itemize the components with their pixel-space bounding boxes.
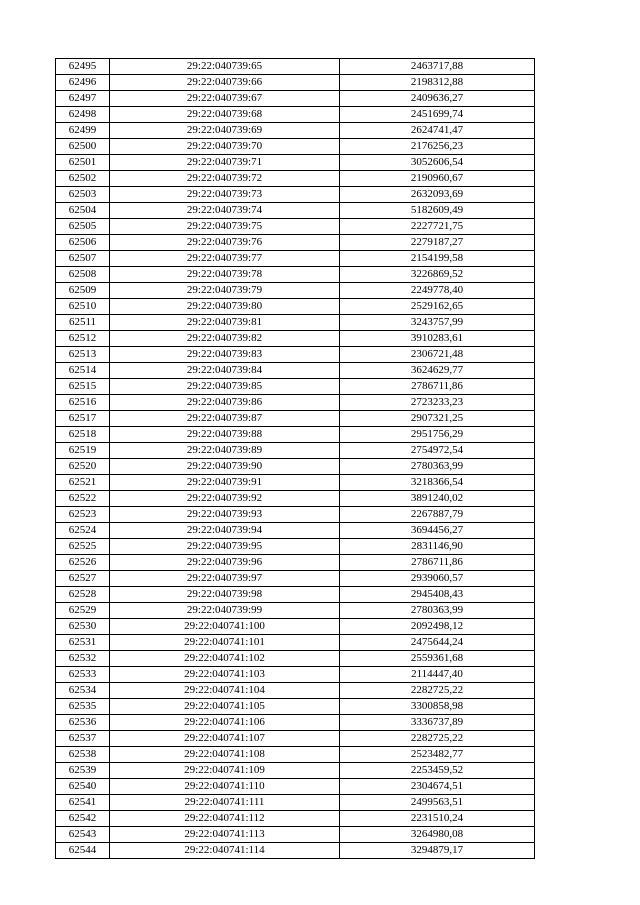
row-number-cell: 62512 (56, 331, 110, 347)
cadastral-number-cell: 29:22:040739:81 (110, 315, 340, 331)
table-row (56, 91, 535, 107)
cadastral-number-cell: 29:22:040739:70 (110, 139, 340, 155)
cadastral-number-cell: 29:22:040739:79 (110, 283, 340, 299)
value-cell: 2253459,52 (340, 763, 535, 779)
table-body (56, 59, 535, 859)
value-cell: 3891240,02 (340, 491, 535, 507)
row-number-cell: 62532 (56, 651, 110, 667)
cadastral-number-cell: 29:22:040741:107 (110, 731, 340, 747)
row-number-cell: 62544 (56, 843, 110, 859)
table-row (56, 411, 535, 427)
value-cell: 5182609,49 (340, 203, 535, 219)
value-cell: 3694456,27 (340, 523, 535, 539)
cadastral-number-cell: 29:22:040739:75 (110, 219, 340, 235)
cadastral-number-cell: 29:22:040739:67 (110, 91, 340, 107)
value-cell: 3052606,54 (340, 155, 535, 171)
row-number-cell: 62520 (56, 459, 110, 475)
row-number-cell: 62542 (56, 811, 110, 827)
value-cell: 2723233,23 (340, 395, 535, 411)
value-cell: 2831146,90 (340, 539, 535, 555)
cadastral-number-cell: 29:22:040741:100 (110, 619, 340, 635)
cadastral-number-cell: 29:22:040739:93 (110, 507, 340, 523)
table-row (56, 459, 535, 475)
table-row (56, 347, 535, 363)
value-cell: 2249778,40 (340, 283, 535, 299)
table-row (56, 251, 535, 267)
row-number-cell: 62496 (56, 75, 110, 91)
row-number-cell: 62498 (56, 107, 110, 123)
row-number-cell: 62502 (56, 171, 110, 187)
table-row (56, 59, 535, 75)
row-number-cell: 62533 (56, 667, 110, 683)
row-number-cell: 62495 (56, 59, 110, 75)
row-number-cell: 62497 (56, 91, 110, 107)
value-cell: 2092498,12 (340, 619, 535, 635)
table-row (56, 779, 535, 795)
table-row (56, 219, 535, 235)
value-cell: 3300858,98 (340, 699, 535, 715)
table-row (56, 267, 535, 283)
value-cell: 2559361,68 (340, 651, 535, 667)
table-row (56, 299, 535, 315)
row-number-cell: 62524 (56, 523, 110, 539)
value-cell: 2176256,23 (340, 139, 535, 155)
cadastral-number-cell: 29:22:040739:66 (110, 75, 340, 91)
value-cell: 3624629,77 (340, 363, 535, 379)
value-cell: 2198312,88 (340, 75, 535, 91)
row-number-cell: 62531 (56, 635, 110, 651)
cadastral-number-cell: 29:22:040739:98 (110, 587, 340, 603)
table-row (56, 619, 535, 635)
value-cell: 3218366,54 (340, 475, 535, 491)
table-row (56, 203, 535, 219)
value-cell: 2190960,67 (340, 171, 535, 187)
table-row (56, 731, 535, 747)
cadastral-number-cell: 29:22:040739:69 (110, 123, 340, 139)
cadastral-number-cell: 29:22:040739:97 (110, 571, 340, 587)
value-cell: 2523482,77 (340, 747, 535, 763)
cadastral-number-cell: 29:22:040739:74 (110, 203, 340, 219)
value-cell: 3226869,52 (340, 267, 535, 283)
cadastral-number-cell: 29:22:040741:106 (110, 715, 340, 731)
cadastral-number-cell: 29:22:040741:102 (110, 651, 340, 667)
value-cell: 3336737,89 (340, 715, 535, 731)
table-row (56, 699, 535, 715)
table-row (56, 427, 535, 443)
row-number-cell: 62536 (56, 715, 110, 731)
cadastral-number-cell: 29:22:040739:92 (110, 491, 340, 507)
row-number-cell: 62513 (56, 347, 110, 363)
row-number-cell: 62540 (56, 779, 110, 795)
table-row (56, 651, 535, 667)
row-number-cell: 62527 (56, 571, 110, 587)
value-cell: 2279187,27 (340, 235, 535, 251)
cadastral-number-cell: 29:22:040741:113 (110, 827, 340, 843)
cadastral-number-cell: 29:22:040739:83 (110, 347, 340, 363)
table-row (56, 75, 535, 91)
table-row (56, 139, 535, 155)
table-row (56, 363, 535, 379)
value-cell: 2780363,99 (340, 459, 535, 475)
table-row (56, 379, 535, 395)
cadastral-number-cell: 29:22:040739:80 (110, 299, 340, 315)
row-number-cell: 62499 (56, 123, 110, 139)
value-cell: 2951756,29 (340, 427, 535, 443)
value-cell: 2632093,69 (340, 187, 535, 203)
row-number-cell: 62501 (56, 155, 110, 171)
table-row (56, 443, 535, 459)
table-row (56, 827, 535, 843)
table-row (56, 283, 535, 299)
cadastral-number-cell: 29:22:040739:90 (110, 459, 340, 475)
value-cell: 2282725,22 (340, 683, 535, 699)
table-row (56, 683, 535, 699)
row-number-cell: 62505 (56, 219, 110, 235)
value-cell: 3910283,61 (340, 331, 535, 347)
cadastral-number-cell: 29:22:040741:108 (110, 747, 340, 763)
value-cell: 2475644,24 (340, 635, 535, 651)
row-number-cell: 62526 (56, 555, 110, 571)
row-number-cell: 62514 (56, 363, 110, 379)
value-cell: 3264980,08 (340, 827, 535, 843)
row-number-cell: 62539 (56, 763, 110, 779)
row-number-cell: 62543 (56, 827, 110, 843)
table-row (56, 635, 535, 651)
row-number-cell: 62521 (56, 475, 110, 491)
row-number-cell: 62528 (56, 587, 110, 603)
table-row (56, 763, 535, 779)
cadastral-number-cell: 29:22:040739:84 (110, 363, 340, 379)
row-number-cell: 62506 (56, 235, 110, 251)
table-row (56, 843, 535, 859)
row-number-cell: 62511 (56, 315, 110, 331)
cadastral-number-cell: 29:22:040741:112 (110, 811, 340, 827)
value-cell: 2451699,74 (340, 107, 535, 123)
cadastral-number-cell: 29:22:040739:71 (110, 155, 340, 171)
row-number-cell: 62541 (56, 795, 110, 811)
table-row (56, 171, 535, 187)
value-cell: 2945408,43 (340, 587, 535, 603)
row-number-cell: 62516 (56, 395, 110, 411)
table-row (56, 555, 535, 571)
table-row (56, 571, 535, 587)
cadastral-number-cell: 29:22:040739:82 (110, 331, 340, 347)
value-cell: 2227721,75 (340, 219, 535, 235)
value-cell: 2499563,51 (340, 795, 535, 811)
row-number-cell: 62519 (56, 443, 110, 459)
value-cell: 2409636,27 (340, 91, 535, 107)
cadastral-number-cell: 29:22:040741:111 (110, 795, 340, 811)
row-number-cell: 62515 (56, 379, 110, 395)
table-row (56, 811, 535, 827)
cadastral-number-cell: 29:22:040739:77 (110, 251, 340, 267)
table-row (56, 475, 535, 491)
row-number-cell: 62518 (56, 427, 110, 443)
cadastral-number-cell: 29:22:040741:105 (110, 699, 340, 715)
cadastral-value-table (55, 58, 535, 859)
cadastral-number-cell: 29:22:040739:68 (110, 107, 340, 123)
row-number-cell: 62507 (56, 251, 110, 267)
table-row (56, 395, 535, 411)
cadastral-number-cell: 29:22:040739:76 (110, 235, 340, 251)
row-number-cell: 62525 (56, 539, 110, 555)
cadastral-number-cell: 29:22:040741:110 (110, 779, 340, 795)
row-number-cell: 62535 (56, 699, 110, 715)
value-cell: 2231510,24 (340, 811, 535, 827)
row-number-cell: 62503 (56, 187, 110, 203)
row-number-cell: 62510 (56, 299, 110, 315)
cadastral-number-cell: 29:22:040739:72 (110, 171, 340, 187)
value-cell: 2114447,40 (340, 667, 535, 683)
cadastral-number-cell: 29:22:040739:99 (110, 603, 340, 619)
cadastral-number-cell: 29:22:040739:87 (110, 411, 340, 427)
table-row (56, 491, 535, 507)
value-cell: 2907321,25 (340, 411, 535, 427)
value-cell: 2267887,79 (340, 507, 535, 523)
value-cell: 2306721,48 (340, 347, 535, 363)
value-cell: 3243757,99 (340, 315, 535, 331)
value-cell: 2304674,51 (340, 779, 535, 795)
cadastral-number-cell: 29:22:040739:85 (110, 379, 340, 395)
table-row (56, 187, 535, 203)
table-row (56, 155, 535, 171)
table-row (56, 715, 535, 731)
value-cell: 2754972,54 (340, 443, 535, 459)
value-cell: 2282725,22 (340, 731, 535, 747)
row-number-cell: 62522 (56, 491, 110, 507)
value-cell: 2786711,86 (340, 555, 535, 571)
table-row (56, 667, 535, 683)
cadastral-number-cell: 29:22:040741:101 (110, 635, 340, 651)
table-row (56, 235, 535, 251)
value-cell: 2463717,88 (340, 59, 535, 75)
row-number-cell: 62509 (56, 283, 110, 299)
row-number-cell: 62517 (56, 411, 110, 427)
value-cell: 2780363,99 (340, 603, 535, 619)
row-number-cell: 62537 (56, 731, 110, 747)
cadastral-number-cell: 29:22:040739:89 (110, 443, 340, 459)
value-cell: 2939060,57 (340, 571, 535, 587)
cadastral-number-cell: 29:22:040739:78 (110, 267, 340, 283)
table-row (56, 603, 535, 619)
cadastral-number-cell: 29:22:040739:94 (110, 523, 340, 539)
value-cell: 3294879,17 (340, 843, 535, 859)
table-row (56, 507, 535, 523)
table-row (56, 539, 535, 555)
cadastral-number-cell: 29:22:040739:88 (110, 427, 340, 443)
cadastral-number-cell: 29:22:040739:65 (110, 59, 340, 75)
cadastral-number-cell: 29:22:040741:114 (110, 843, 340, 859)
row-number-cell: 62523 (56, 507, 110, 523)
row-number-cell: 62508 (56, 267, 110, 283)
cadastral-number-cell: 29:22:040741:103 (110, 667, 340, 683)
value-cell: 2529162,65 (340, 299, 535, 315)
cadastral-number-cell: 29:22:040739:95 (110, 539, 340, 555)
row-number-cell: 62529 (56, 603, 110, 619)
row-number-cell: 62504 (56, 203, 110, 219)
value-cell: 2786711,86 (340, 379, 535, 395)
row-number-cell: 62530 (56, 619, 110, 635)
row-number-cell: 62534 (56, 683, 110, 699)
cadastral-number-cell: 29:22:040739:73 (110, 187, 340, 203)
table-row (56, 107, 535, 123)
table-row (56, 795, 535, 811)
table-row (56, 747, 535, 763)
value-cell: 2154199,58 (340, 251, 535, 267)
table-row (56, 123, 535, 139)
cadastral-number-cell: 29:22:040739:96 (110, 555, 340, 571)
cadastral-number-cell: 29:22:040741:109 (110, 763, 340, 779)
table-row (56, 331, 535, 347)
table-row (56, 587, 535, 603)
table-row (56, 523, 535, 539)
cadastral-number-cell: 29:22:040741:104 (110, 683, 340, 699)
cadastral-number-cell: 29:22:040739:86 (110, 395, 340, 411)
cadastral-number-cell: 29:22:040739:91 (110, 475, 340, 491)
row-number-cell: 62500 (56, 139, 110, 155)
table-row (56, 315, 535, 331)
row-number-cell: 62538 (56, 747, 110, 763)
value-cell: 2624741,47 (340, 123, 535, 139)
